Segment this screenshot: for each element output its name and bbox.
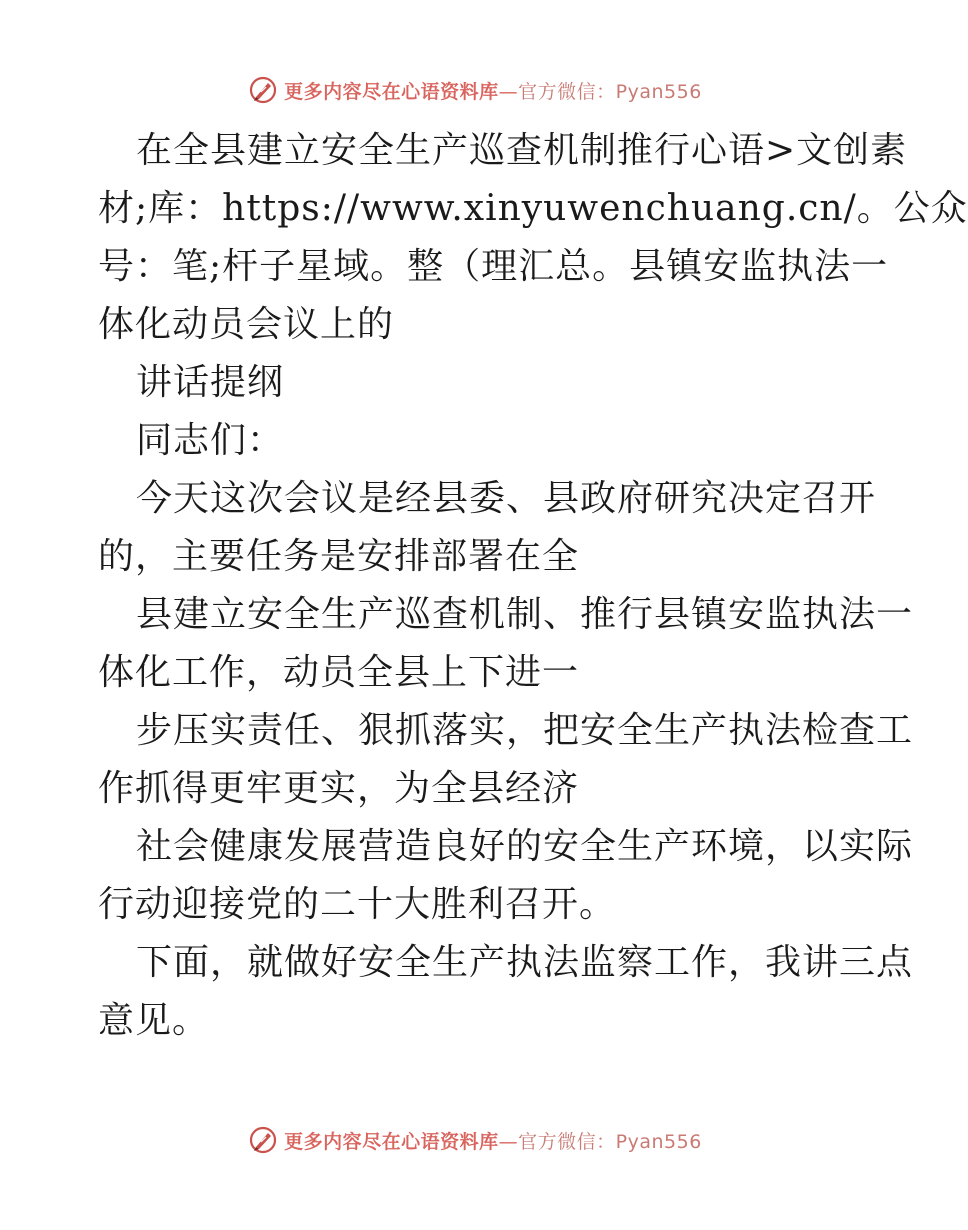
paragraph-line: 体化动员会议上的: [98, 304, 395, 345]
paragraph-line: 步压实责任、狠抓落实，把安全生产执法检查工: [136, 710, 914, 751]
paragraph-line: 在全县建立安全生产巡查机制推行心语>文创素: [136, 130, 908, 171]
document-title-line: 讲话提纲: [136, 362, 285, 403]
paragraph-line: 体化工作，动员全县上下进一: [98, 652, 580, 693]
paragraph-line: 社会健康发展营造良好的安全生产环境，以实际: [136, 826, 914, 867]
paragraph-line: 行动迎接党的二十大胜利召开。: [98, 884, 617, 925]
paragraph-line: 县建立安全生产巡查机制、推行县镇安监执法一: [136, 594, 914, 635]
header-banner-contact: 官方微信：Pyan556: [518, 80, 702, 103]
header-banner: [0, 70, 950, 110]
paragraph-line: 材;库：https://www.xinyuwenchuang.cn/。公众: [98, 188, 968, 229]
paragraph-line: 意见。: [98, 1000, 210, 1041]
footer-banner-contact: 官方微信：Pyan556: [518, 1130, 702, 1153]
header-banner-separator: —: [498, 80, 519, 103]
paragraph-line: 号：笔;杆子星域。整（理汇总。县镇安监执法一: [98, 246, 889, 287]
footer-banner-text: [284, 1127, 702, 1154]
quill-pen-logo-icon: [248, 75, 278, 105]
footer-banner-label: 更多内容尽在心语资料库: [284, 1130, 499, 1153]
salutation-line: 同志们：: [136, 420, 285, 461]
paragraph-line: 的，主要任务是安排部署在全: [98, 536, 580, 577]
header-banner-label: 更多内容尽在心语资料库: [284, 80, 499, 103]
footer-banner-separator: —: [498, 1130, 519, 1153]
paragraph-line: 下面，就做好安全生产执法监察工作，我讲三点: [136, 942, 914, 983]
paragraph-line: 今天这次会议是经县委、县政府研究决定召开: [136, 478, 877, 519]
quill-pen-logo-icon: [248, 1125, 278, 1155]
paragraph-line: 作抓得更牢更实，为全县经济: [98, 768, 580, 809]
footer-banner: [0, 1120, 950, 1160]
header-banner-text: [284, 77, 702, 104]
document-body: [98, 122, 968, 1050]
